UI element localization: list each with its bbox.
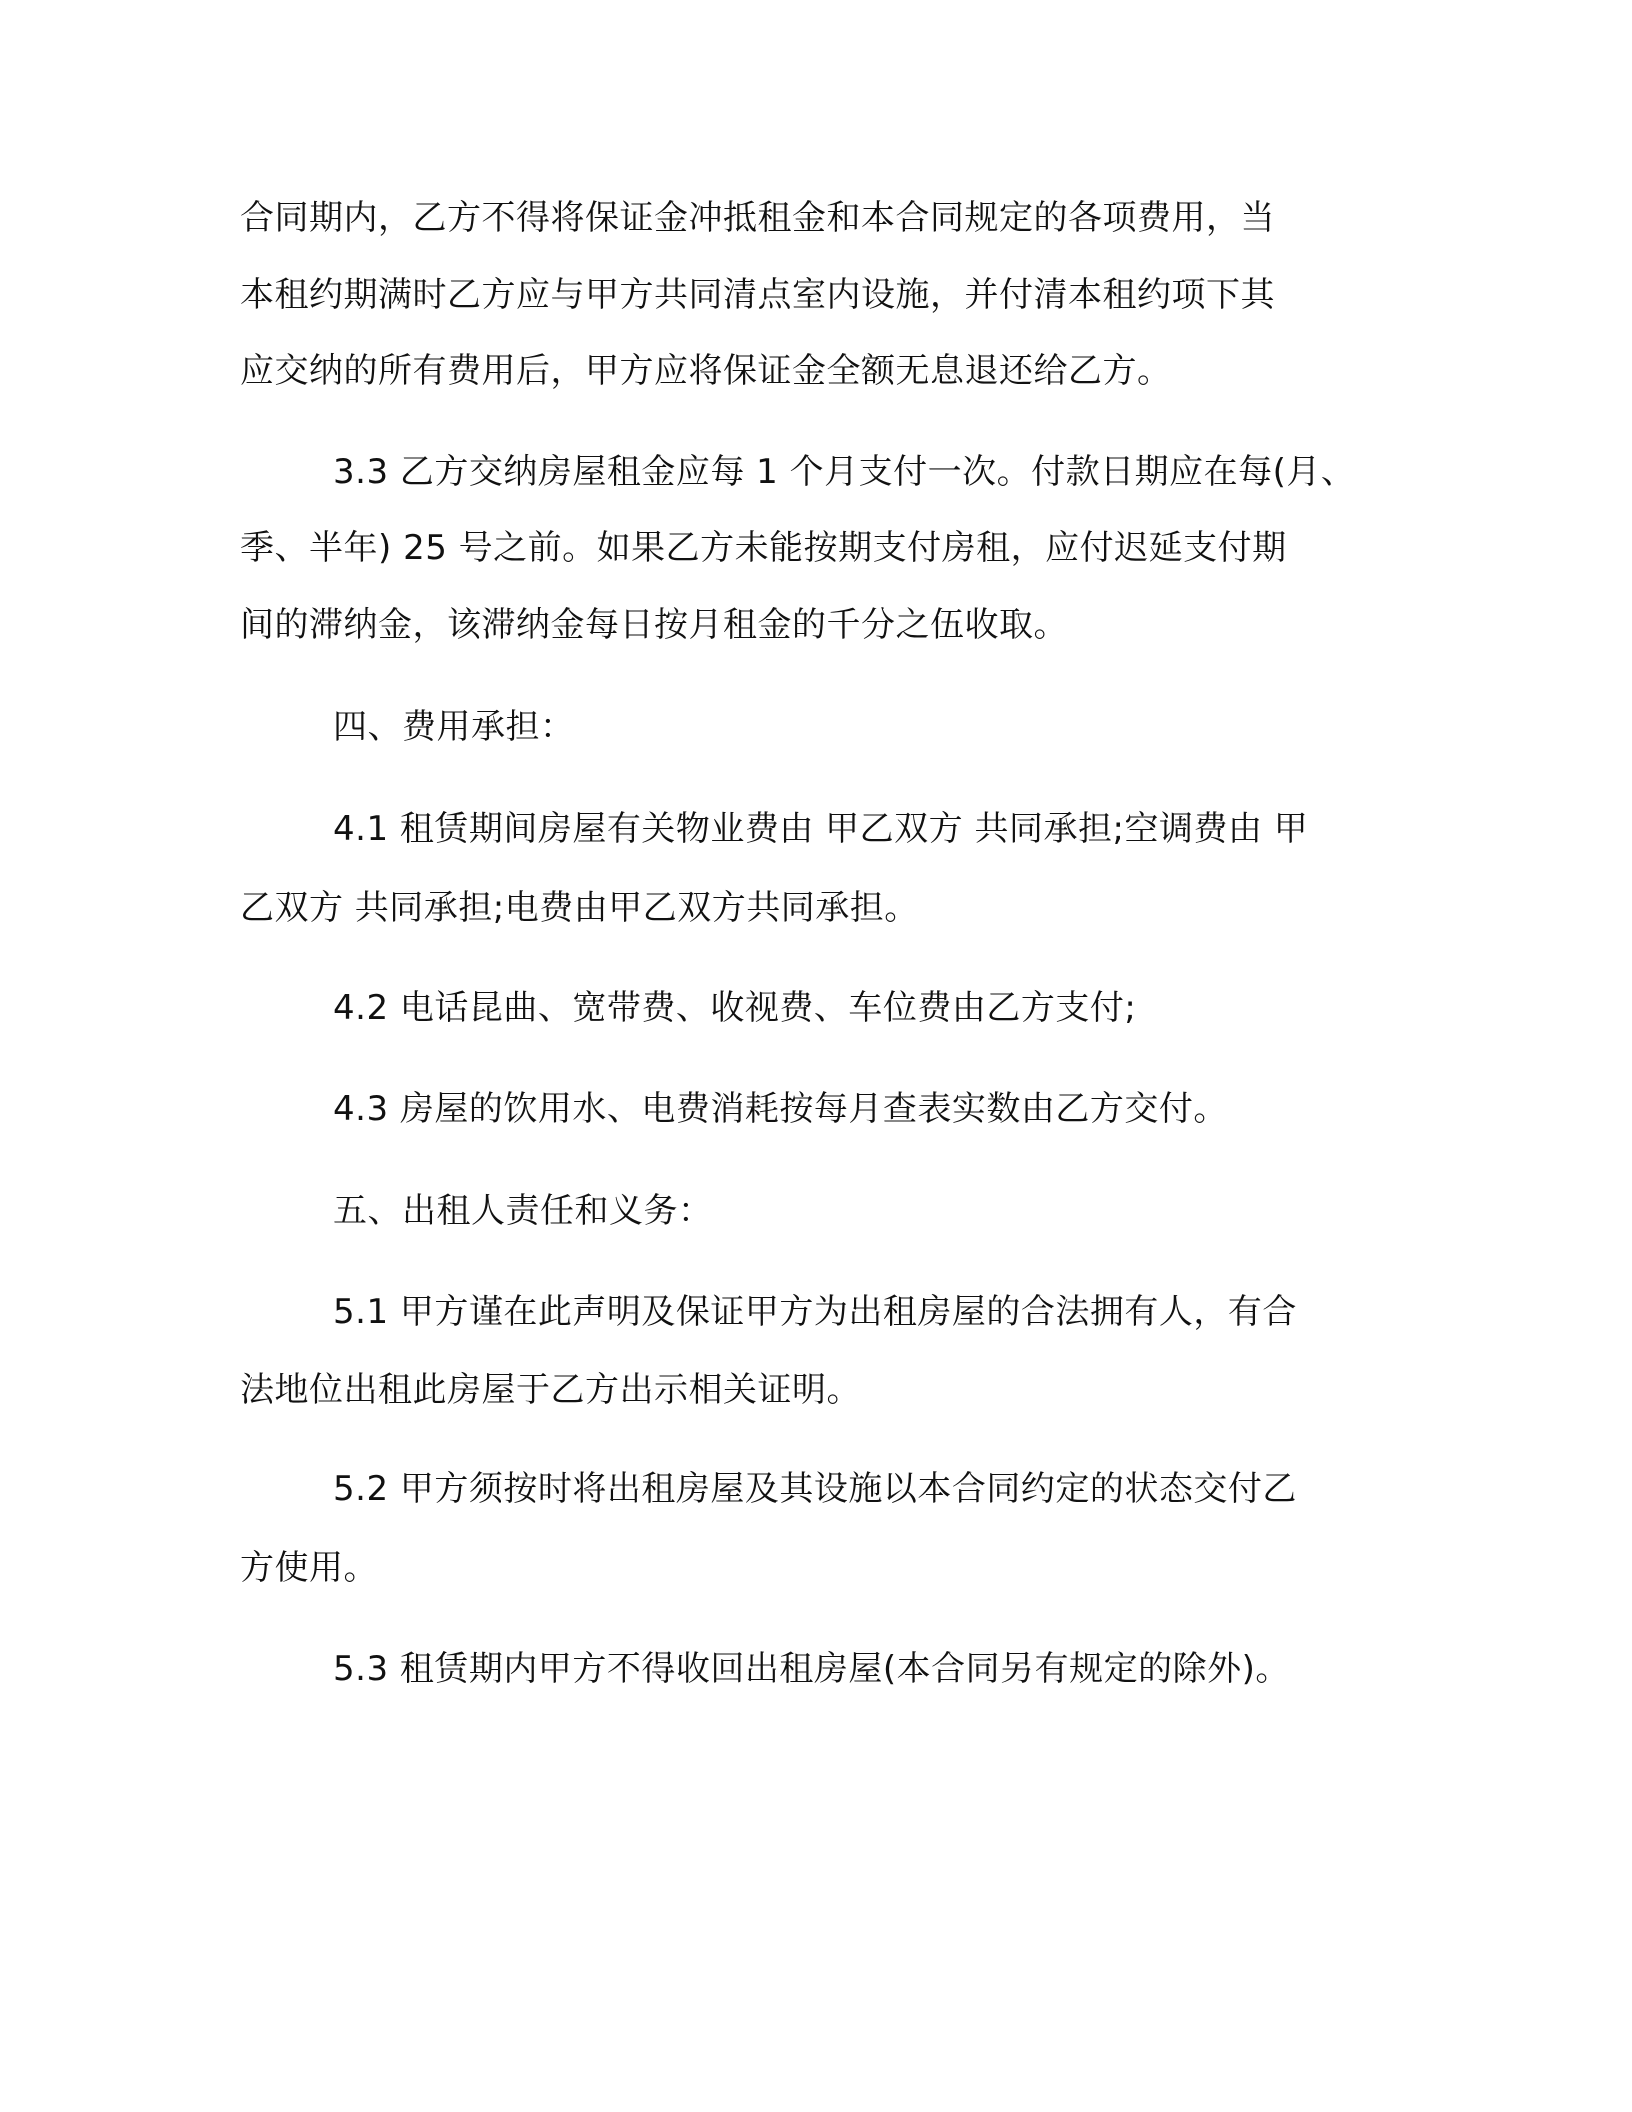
section-heading-5: 五、出租人责任和义务： (333, 1191, 713, 1231)
text-line: 间的滞纳金，该滞纳金每日按月租金的千分之伍收取。 (240, 605, 1068, 645)
clause-5-3: 5.3 租赁期内甲方不得收回出租房屋(本合同另有规定的除外)。 (333, 1649, 1290, 1689)
clause-4-1: 4.1 租赁期间房屋有关物业费由 甲乙双方 共同承担;空调费由 甲 (333, 809, 1309, 849)
section-heading-4: 四、费用承担： (333, 707, 575, 747)
text-line: 应交纳的所有费用后，甲方应将保证金全额无息退还给乙方。 (240, 351, 1172, 391)
clause-5-1: 5.1 甲方谨在此声明及保证甲方为出租房屋的合法拥有人，有合 (333, 1292, 1297, 1332)
clause-4-2: 4.2 电话昆曲、宽带费、收视费、车位费由乙方支付; (333, 988, 1137, 1028)
text-line: 方使用。 (240, 1548, 378, 1588)
text-line: 乙双方 共同承担;电费由甲乙双方共同承担。 (240, 888, 919, 928)
clause-3-3: 3.3 乙方交纳房屋租金应每 1 个月支付一次。付款日期应在每(月、 (333, 452, 1356, 492)
clause-5-2: 5.2 甲方须按时将出租房屋及其设施以本合同约定的状态交付乙 (333, 1469, 1297, 1509)
text-line: 法地位出租此房屋于乙方出示相关证明。 (240, 1370, 861, 1410)
text-line: 合同期内，乙方不得将保证金冲抵租金和本合同规定的各项费用，当 (240, 198, 1275, 238)
text-line: 本租约期满时乙方应与甲方共同清点室内设施，并付清本租约项下其 (240, 275, 1275, 315)
text-line: 季、半年) 25 号之前。如果乙方未能按期支付房租，应付迟延支付期 (240, 528, 1287, 568)
clause-4-3: 4.3 房屋的饮用水、电费消耗按每月查表实数由乙方交付。 (333, 1089, 1228, 1129)
